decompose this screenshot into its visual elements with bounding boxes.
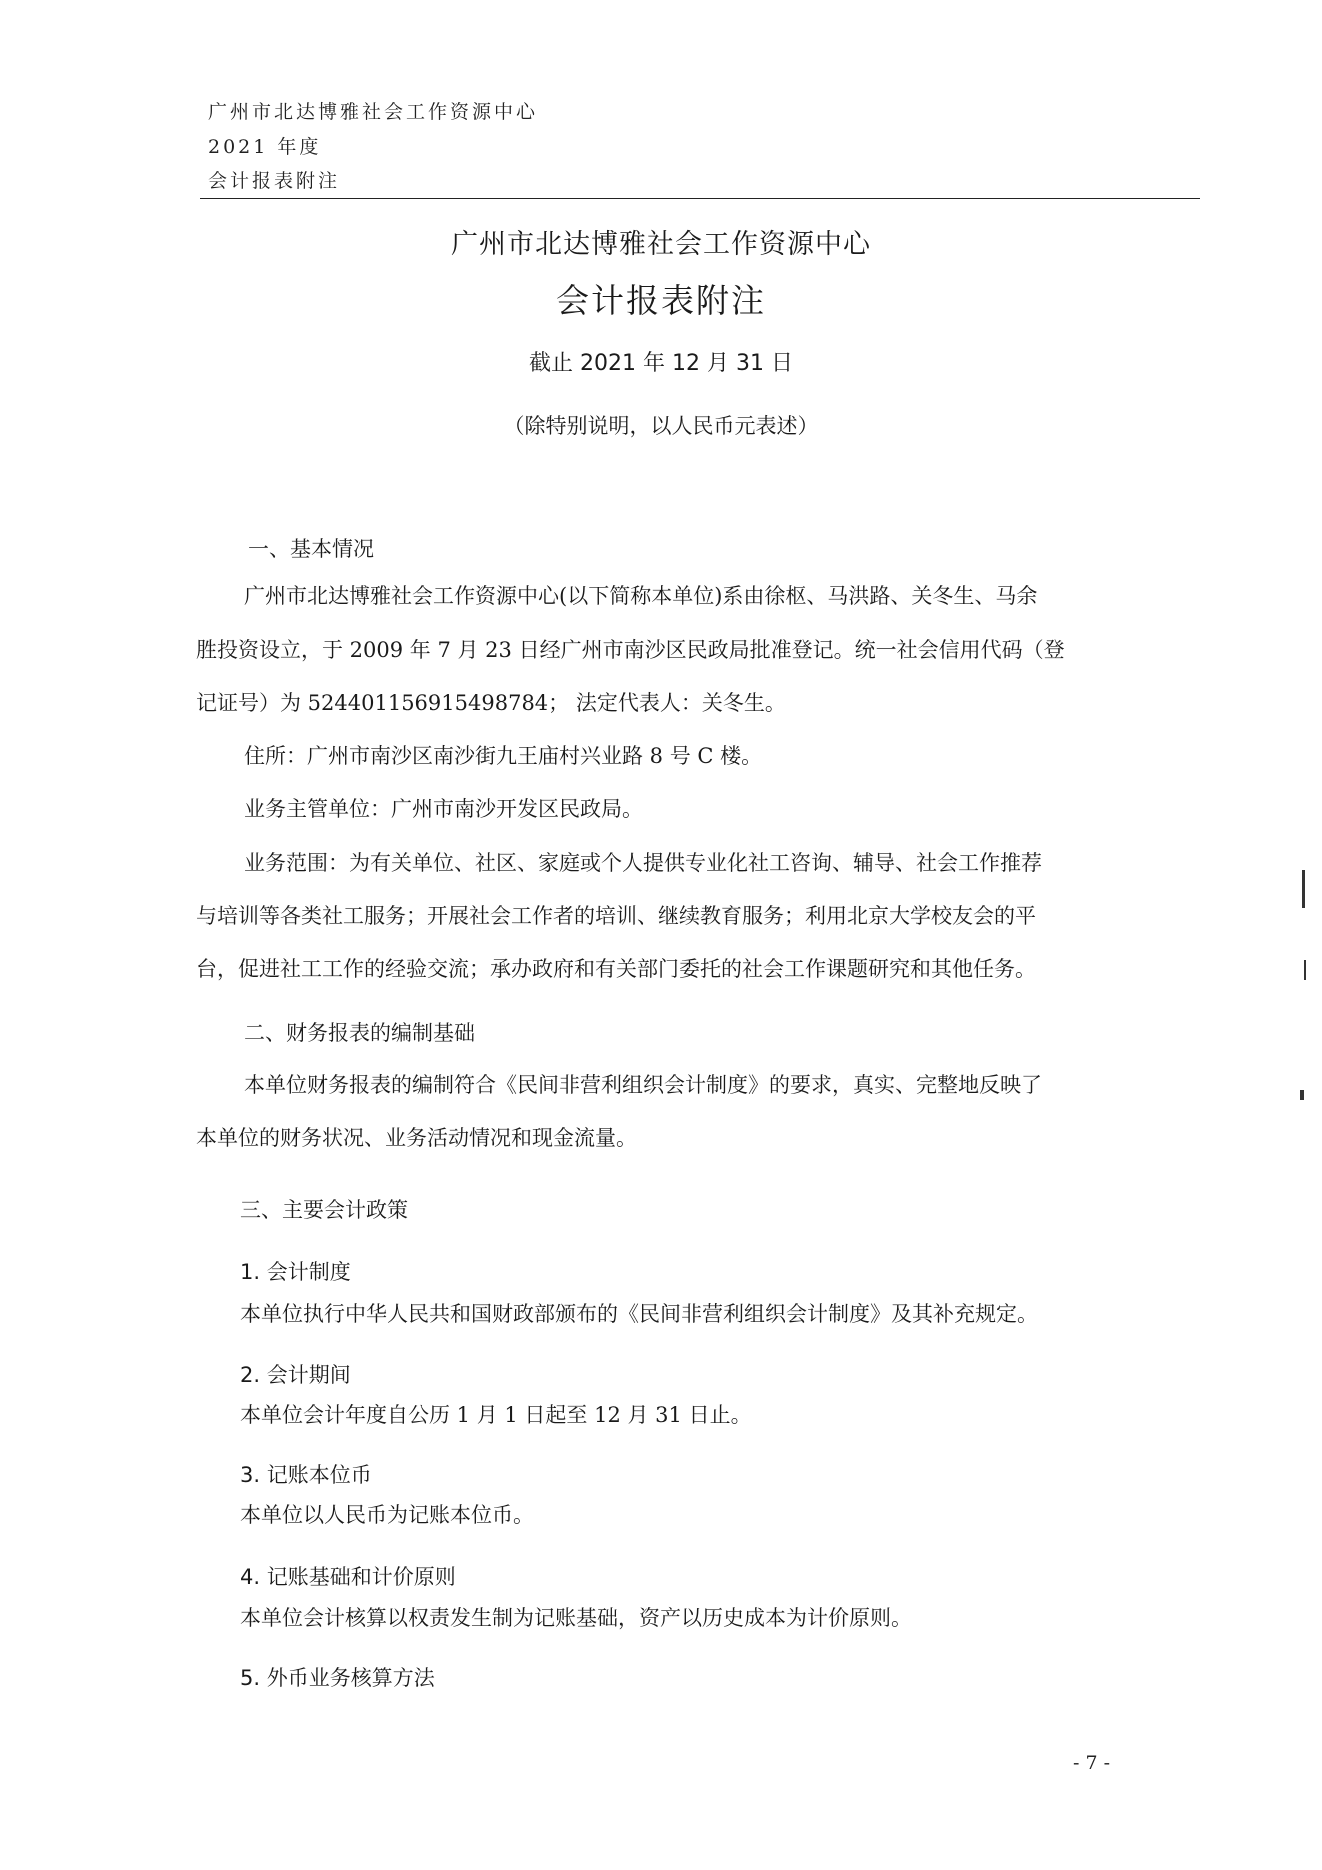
policy5-heading: 5. 外币业务核算方法 [240, 1666, 435, 1690]
section1-address: 住所：广州市南沙区南沙街九王庙村兴业路 8 号 C 楼。 [244, 744, 763, 768]
header-doc: 会计报表附注 [208, 170, 341, 192]
scan-artifact-mark [1302, 870, 1305, 908]
policy3-text: 本单位以人民币为记账本位币。 [240, 1503, 534, 1527]
section1-para1-line3: 记证号）为 524401156915498784； 法定代表人：关冬生。 [196, 691, 786, 715]
policy3-heading: 3. 记账本位币 [240, 1463, 372, 1487]
title-doc: 会计报表附注 [556, 281, 766, 320]
policy2-text: 本单位会计年度自公历 1 月 1 日起至 12 月 31 日止。 [240, 1403, 752, 1427]
section1-para1-line1: 广州市北达博雅社会工作资源中心(以下简称本单位)系由徐枢、马洪路、关冬生、马余 [244, 584, 1038, 608]
header-org: 广州市北达博雅社会工作资源中心 [208, 101, 539, 123]
section1-scope-line2: 与培训等各类社工服务；开展社会工作者的培训、继续教育服务；利用北京大学校友会的平 [196, 904, 1036, 928]
section1-heading: 一、基本情况 [248, 537, 374, 561]
policy4-heading: 4. 记账基础和计价原则 [240, 1565, 456, 1589]
section1-scope-line3: 台，促进社工工作的经验交流；承办政府和有关部门委托的社会工作课题研究和其他任务。 [196, 957, 1036, 981]
title-org: 广州市北达博雅社会工作资源中心 [451, 229, 871, 260]
scan-artifact-mark [1300, 1090, 1304, 1100]
section2-line2: 本单位的财务状况、业务活动情况和现金流量。 [196, 1126, 637, 1150]
title-note: （除特别说明，以人民币元表述） [503, 414, 819, 438]
section2-heading: 二、财务报表的编制基础 [244, 1021, 475, 1045]
policy4-text: 本单位会计核算以权责发生制为记账基础，资产以历史成本为计价原则。 [240, 1606, 912, 1630]
scan-artifact-mark [1304, 960, 1306, 980]
section1-authority: 业务主管单位：广州市南沙开发区民政局。 [244, 797, 643, 821]
section1-scope-line1: 业务范围：为有关单位、社区、家庭或个人提供专业化社工咨询、辅导、社会工作推荐 [244, 851, 1042, 875]
header-divider [200, 198, 1200, 199]
page-number: - 7 - [1073, 1752, 1111, 1774]
section3-heading: 三、主要会计政策 [240, 1198, 408, 1222]
title-date: 截止 2021 年 12 月 31 日 [529, 351, 793, 376]
policy1-heading: 1. 会计制度 [240, 1260, 351, 1284]
header-year: 2021 年度 [208, 136, 322, 158]
policy1-text: 本单位执行中华人民共和国财政部颁布的《民间非营利组织会计制度》及其补充规定。 [240, 1302, 1038, 1326]
section2-line1: 本单位财务报表的编制符合《民间非营利组织会计制度》的要求，真实、完整地反映了 [244, 1073, 1042, 1097]
policy2-heading: 2. 会计期间 [240, 1363, 351, 1387]
section1-para1-line2: 胜投资设立，于 2009 年 7 月 23 日经广州市南沙区民政局批准登记。统一社会信用代码（登 [196, 638, 1065, 662]
